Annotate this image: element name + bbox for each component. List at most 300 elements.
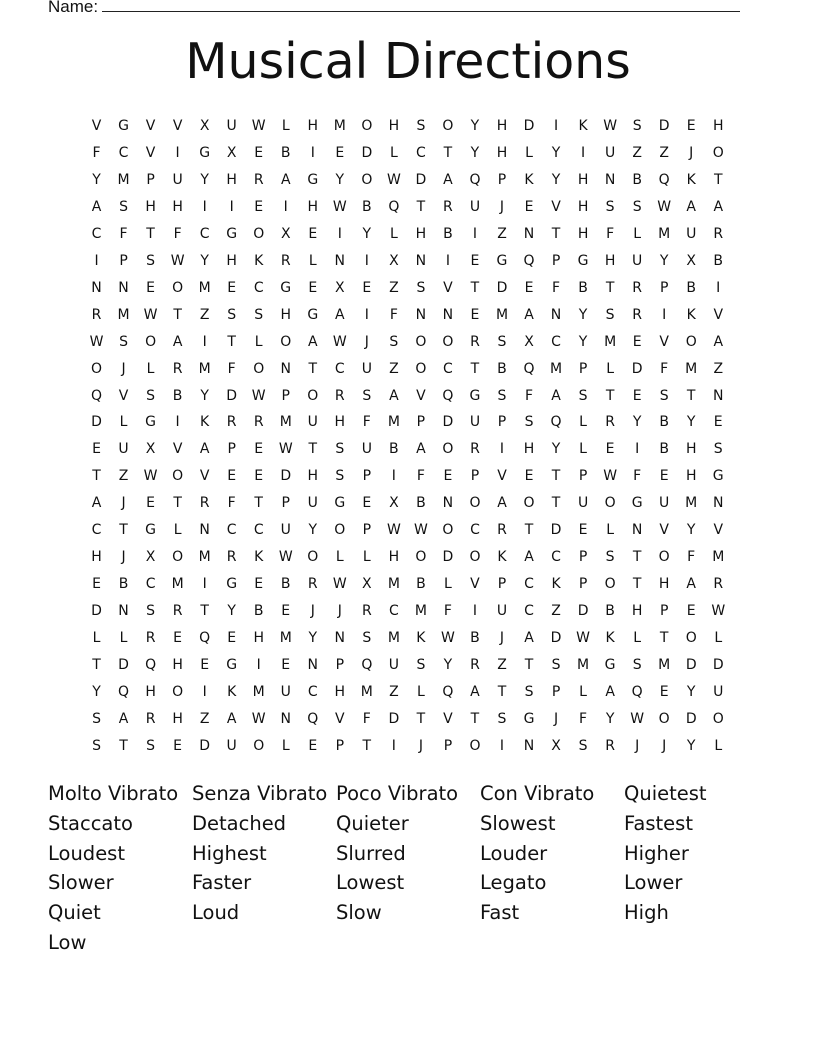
grid-letter[interactable]: E — [254, 144, 264, 161]
grid-letter[interactable]: W — [657, 198, 672, 215]
grid-letter[interactable]: D — [361, 144, 373, 161]
grid-letter[interactable]: H — [253, 630, 264, 647]
grid-letter[interactable]: A — [172, 333, 183, 350]
grid-letter[interactable]: F — [606, 225, 615, 242]
grid-letter[interactable]: L — [579, 684, 587, 701]
grid-letter[interactable]: B — [659, 414, 669, 431]
grid-letter[interactable]: L — [525, 144, 533, 161]
grid-letter[interactable]: C — [388, 603, 399, 620]
grid-letter[interactable]: N — [280, 360, 291, 377]
grid-letter[interactable]: T — [146, 225, 155, 242]
grid-letter[interactable]: W — [386, 522, 401, 539]
grid-letter[interactable]: J — [364, 333, 369, 350]
grid-letter[interactable]: O — [685, 333, 697, 350]
grid-letter[interactable]: H — [307, 468, 319, 485]
grid-letter[interactable]: V — [172, 118, 183, 134]
grid-letter[interactable]: M — [387, 576, 400, 593]
grid-letter[interactable]: C — [91, 522, 102, 539]
grid-letter[interactable]: Q — [199, 630, 211, 647]
grid-letter[interactable]: P — [281, 387, 290, 404]
grid-letter[interactable]: V — [443, 710, 453, 727]
grid-letter[interactable]: S — [659, 387, 669, 404]
grid-letter[interactable]: E — [308, 279, 318, 296]
grid-letter[interactable]: V — [713, 522, 724, 539]
grid-letter[interactable]: T — [308, 360, 318, 377]
grid-letter[interactable]: L — [633, 225, 642, 242]
grid-letter[interactable]: I — [391, 737, 396, 754]
grid-letter[interactable]: X — [145, 441, 156, 458]
grid-letter[interactable]: K — [686, 171, 696, 188]
grid-letter[interactable]: H — [307, 118, 319, 134]
grid-letter[interactable]: K — [227, 684, 237, 701]
grid-letter[interactable]: C — [334, 360, 345, 377]
grid-letter[interactable]: O — [658, 710, 670, 727]
grid-letter[interactable]: J — [635, 737, 640, 754]
grid-letter[interactable]: E — [443, 468, 453, 485]
grid-letter[interactable]: W — [332, 198, 347, 215]
grid-letter[interactable]: G — [226, 225, 238, 242]
grid-letter[interactable]: A — [91, 198, 102, 215]
grid-letter[interactable]: O — [280, 333, 292, 350]
grid-letter[interactable]: N — [523, 737, 535, 754]
grid-letter[interactable]: B — [443, 225, 453, 242]
grid-letter[interactable]: H — [172, 710, 183, 727]
grid-letter[interactable]: B — [172, 387, 183, 404]
grid-letter[interactable]: T — [686, 387, 696, 404]
grid-letter[interactable]: E — [686, 603, 696, 620]
grid-letter[interactable]: R — [470, 333, 480, 350]
grid-letter[interactable]: G — [226, 657, 238, 674]
grid-letter[interactable]: U — [686, 225, 697, 242]
grid-letter[interactable]: M — [117, 306, 130, 323]
grid-letter[interactable]: B — [389, 441, 399, 458]
grid-letter[interactable]: R — [172, 360, 183, 377]
grid-letter[interactable]: X — [199, 118, 210, 134]
grid-letter[interactable]: S — [605, 549, 615, 566]
grid-letter[interactable]: Z — [497, 657, 507, 674]
grid-letter[interactable]: V — [416, 387, 426, 404]
grid-letter[interactable]: H — [604, 252, 616, 269]
grid-letter[interactable]: M — [577, 657, 590, 674]
grid-letter[interactable]: T — [362, 737, 372, 754]
name-field[interactable] — [48, 0, 740, 17]
grid-letter[interactable]: D — [388, 710, 400, 727]
grid-letter[interactable]: H — [685, 441, 697, 458]
grid-letter[interactable]: Y — [551, 144, 561, 161]
grid-letter[interactable]: O — [172, 468, 184, 485]
grid-letter[interactable]: O — [712, 710, 724, 727]
grid-letter[interactable]: A — [686, 198, 696, 215]
grid-letter[interactable]: R — [605, 414, 615, 431]
grid-letter[interactable]: L — [173, 522, 182, 539]
grid-letter[interactable]: U — [604, 144, 616, 161]
grid-letter[interactable]: P — [551, 684, 561, 701]
grid-letter[interactable]: E — [524, 468, 534, 485]
grid-letter[interactable]: T — [470, 360, 480, 377]
grid-letter[interactable]: W — [278, 549, 293, 566]
grid-letter[interactable]: G — [712, 468, 724, 485]
grid-letter[interactable]: L — [281, 737, 290, 754]
grid-letter[interactable]: H — [496, 144, 508, 161]
grid-letter[interactable]: W — [413, 522, 428, 539]
grid-letter[interactable]: V — [470, 576, 480, 593]
grid-letter[interactable]: R — [253, 171, 264, 188]
grid-letter[interactable]: C — [253, 522, 264, 539]
grid-letter[interactable]: B — [686, 279, 696, 296]
grid-letter[interactable]: A — [713, 333, 724, 350]
grid-letter[interactable]: S — [335, 441, 345, 458]
grid-letter[interactable]: O — [415, 549, 427, 566]
grid-letter[interactable]: N — [631, 522, 643, 539]
grid-letter[interactable]: P — [578, 549, 588, 566]
grid-letter[interactable]: C — [416, 144, 426, 161]
grid-letter[interactable]: S — [713, 441, 723, 458]
grid-letter[interactable]: H — [280, 306, 291, 323]
grid-letter[interactable]: C — [199, 225, 210, 242]
grid-letter[interactable]: I — [581, 144, 586, 161]
grid-letter[interactable]: P — [470, 468, 480, 485]
grid-letter[interactable]: W — [332, 576, 347, 593]
grid-letter[interactable]: Z — [632, 144, 642, 161]
grid-letter[interactable]: V — [118, 387, 129, 404]
grid-letter[interactable]: A — [524, 630, 534, 647]
grid-letter[interactable]: H — [577, 225, 589, 242]
grid-letter[interactable]: O — [469, 549, 481, 566]
grid-letter[interactable]: G — [145, 414, 156, 431]
grid-letter[interactable]: G — [577, 252, 589, 269]
grid-letter[interactable]: J — [689, 144, 694, 161]
grid-letter[interactable]: I — [635, 441, 640, 458]
grid-letter[interactable]: U — [280, 684, 291, 701]
grid-letter[interactable]: R — [91, 306, 102, 323]
grid-letter[interactable]: N — [91, 279, 102, 296]
grid-letter[interactable]: K — [605, 630, 615, 647]
grid-letter[interactable]: Y — [227, 603, 236, 620]
grid-letter[interactable]: E — [92, 441, 101, 458]
grid-letter[interactable]: Y — [308, 522, 318, 539]
grid-letter[interactable]: D — [442, 414, 454, 431]
grid-letter[interactable]: T — [659, 630, 669, 647]
grid-letter[interactable]: N — [118, 603, 129, 620]
grid-letter[interactable]: E — [362, 279, 372, 296]
grid-letter[interactable]: Y — [200, 252, 209, 269]
grid-letter[interactable]: E — [659, 684, 669, 701]
grid-letter[interactable]: N — [280, 710, 291, 727]
grid-letter[interactable]: W — [89, 333, 104, 350]
grid-letter[interactable]: R — [713, 576, 724, 593]
grid-letter[interactable]: E — [470, 306, 480, 323]
grid-letter[interactable]: C — [226, 522, 237, 539]
grid-letter[interactable]: C — [470, 522, 480, 539]
grid-letter[interactable]: U — [226, 118, 237, 134]
grid-letter[interactable]: H — [577, 171, 589, 188]
grid-letter[interactable]: A — [226, 710, 237, 727]
grid-letter[interactable]: V — [172, 441, 183, 458]
grid-letter[interactable]: J — [499, 198, 505, 215]
grid-letter[interactable]: L — [606, 360, 615, 377]
grid-letter[interactable]: B — [280, 144, 291, 161]
grid-letter[interactable]: C — [91, 225, 102, 242]
grid-letter[interactable]: B — [362, 198, 372, 215]
grid-letter[interactable]: M — [414, 603, 427, 620]
grid-letter[interactable]: G — [280, 279, 292, 296]
grid-letter[interactable]: T — [443, 144, 453, 161]
grid-letter[interactable]: N — [712, 495, 724, 512]
grid-letter[interactable]: S — [524, 414, 534, 431]
grid-letter[interactable]: E — [659, 468, 669, 485]
grid-letter[interactable]: T — [173, 495, 182, 512]
grid-letter[interactable]: J — [662, 737, 667, 754]
grid-letter[interactable]: I — [202, 684, 207, 701]
grid-letter[interactable]: V — [443, 279, 453, 296]
grid-letter[interactable]: T — [497, 684, 507, 701]
grid-letter[interactable]: B — [416, 495, 426, 512]
grid-letter[interactable]: M — [117, 171, 130, 188]
grid-letter[interactable]: A — [91, 495, 102, 512]
grid-letter[interactable]: O — [145, 333, 157, 350]
grid-letter[interactable]: I — [662, 306, 667, 323]
grid-letter[interactable]: V — [551, 198, 561, 215]
grid-letter[interactable]: E — [308, 737, 318, 754]
grid-letter[interactable]: S — [605, 306, 615, 323]
grid-letter[interactable]: D — [226, 387, 238, 404]
grid-letter[interactable]: Y — [632, 414, 642, 431]
grid-letter[interactable]: E — [281, 603, 291, 620]
grid-letter[interactable]: Y — [551, 441, 561, 458]
grid-letter[interactable]: I — [202, 198, 207, 215]
grid-letter[interactable]: L — [444, 576, 452, 593]
grid-letter[interactable]: P — [659, 603, 669, 620]
grid-letter[interactable]: D — [496, 279, 508, 296]
grid-letter[interactable]: E — [227, 468, 237, 485]
grid-letter[interactable]: J — [499, 630, 505, 647]
grid-letter[interactable]: B — [253, 603, 264, 620]
grid-letter[interactable]: R — [334, 387, 345, 404]
grid-letter[interactable]: I — [94, 252, 99, 269]
grid-letter[interactable]: Q — [361, 657, 373, 674]
grid-letter[interactable]: T — [551, 225, 561, 242]
grid-letter[interactable]: U — [307, 414, 318, 431]
grid-letter[interactable]: P — [578, 468, 588, 485]
grid-letter[interactable]: Y — [92, 171, 101, 188]
grid-letter[interactable]: J — [310, 603, 315, 620]
grid-letter[interactable]: K — [254, 252, 264, 269]
grid-letter[interactable]: M — [604, 333, 617, 350]
grid-letter[interactable]: E — [686, 118, 696, 134]
grid-letter[interactable]: S — [119, 198, 128, 215]
grid-letter[interactable]: U — [713, 684, 724, 701]
grid-letter[interactable]: V — [199, 468, 210, 485]
grid-letter[interactable]: R — [145, 710, 156, 727]
grid-letter[interactable]: B — [416, 576, 426, 593]
grid-letter[interactable]: G — [307, 171, 319, 188]
grid-letter[interactable]: S — [632, 198, 642, 215]
grid-letter[interactable]: H — [172, 657, 183, 674]
grid-letter[interactable]: L — [362, 549, 371, 566]
grid-letter[interactable]: U — [118, 441, 129, 458]
grid-letter[interactable]: S — [254, 306, 264, 323]
grid-letter[interactable]: S — [389, 333, 399, 350]
grid-letter[interactable]: L — [714, 630, 723, 647]
grid-letter[interactable]: Q — [442, 387, 454, 404]
grid-letter[interactable]: S — [605, 198, 615, 215]
grid-letter[interactable]: H — [631, 603, 643, 620]
grid-letter[interactable]: K — [686, 306, 696, 323]
grid-letter[interactable]: W — [630, 710, 645, 727]
grid-letter[interactable]: U — [280, 522, 291, 539]
grid-letter[interactable]: Q — [442, 684, 454, 701]
grid-letter[interactable]: W — [251, 118, 266, 134]
grid-letter[interactable]: S — [416, 279, 426, 296]
grid-letter[interactable]: B — [497, 360, 507, 377]
grid-letter[interactable]: S — [146, 252, 156, 269]
grid-letter[interactable]: L — [389, 225, 398, 242]
grid-letter[interactable]: Q — [118, 684, 130, 701]
grid-letter[interactable]: C — [307, 684, 318, 701]
grid-letter[interactable]: R — [226, 549, 237, 566]
grid-letter[interactable]: C — [118, 144, 129, 161]
grid-letter[interactable]: O — [172, 684, 184, 701]
grid-letter[interactable]: W — [278, 441, 293, 458]
grid-letter[interactable]: Y — [686, 414, 696, 431]
grid-letter[interactable]: A — [524, 306, 534, 323]
grid-letter[interactable]: M — [279, 630, 292, 647]
grid-letter[interactable]: A — [497, 495, 507, 512]
grid-letter[interactable]: X — [280, 225, 291, 242]
grid-letter[interactable]: I — [553, 118, 559, 134]
grid-letter[interactable]: A — [470, 684, 480, 701]
grid-letter[interactable]: R — [199, 495, 210, 512]
grid-letter[interactable]: I — [364, 252, 369, 269]
grid-letter[interactable]: W — [332, 333, 347, 350]
grid-letter[interactable]: F — [227, 495, 236, 512]
grid-letter[interactable]: T — [92, 657, 101, 674]
grid-letter[interactable]: V — [659, 333, 669, 350]
grid-letter[interactable]: E — [524, 279, 534, 296]
grid-letter[interactable]: O — [253, 225, 265, 242]
grid-letter[interactable]: M — [685, 495, 698, 512]
grid-letter[interactable]: Y — [578, 306, 588, 323]
grid-letter[interactable]: E — [254, 441, 264, 458]
grid-letter[interactable]: R — [145, 630, 156, 647]
grid-letter[interactable]: N — [415, 306, 427, 323]
grid-letter[interactable]: O — [361, 171, 373, 188]
grid-letter[interactable]: I — [229, 198, 234, 215]
grid-letter[interactable]: K — [254, 549, 264, 566]
grid-letter[interactable]: K — [551, 576, 561, 593]
grid-letter[interactable]: Y — [686, 522, 696, 539]
grid-letter[interactable]: H — [226, 252, 237, 269]
grid-letter[interactable]: I — [283, 198, 288, 215]
grid-letter[interactable]: Q — [307, 710, 319, 727]
grid-letter[interactable]: R — [280, 252, 291, 269]
grid-letter[interactable]: U — [659, 495, 670, 512]
grid-letter[interactable]: N — [550, 306, 562, 323]
grid-letter[interactable]: T — [605, 279, 615, 296]
grid-letter[interactable]: C — [551, 549, 561, 566]
grid-letter[interactable]: B — [280, 576, 291, 593]
grid-letter[interactable]: M — [658, 657, 671, 674]
grid-letter[interactable]: O — [658, 549, 670, 566]
grid-letter[interactable]: P — [497, 414, 507, 431]
grid-letter[interactable]: Y — [551, 171, 561, 188]
grid-letter[interactable]: E — [308, 225, 318, 242]
grid-letter[interactable]: O — [307, 549, 319, 566]
grid-letter[interactable]: M — [198, 279, 211, 296]
grid-letter[interactable]: D — [199, 737, 211, 754]
grid-letter[interactable]: R — [172, 603, 183, 620]
grid-letter[interactable]: S — [497, 710, 507, 727]
grid-letter[interactable]: R — [713, 225, 724, 242]
grid-letter[interactable]: O — [469, 495, 481, 512]
grid-letter[interactable]: Y — [686, 684, 696, 701]
grid-letter[interactable]: P — [659, 279, 669, 296]
grid-letter[interactable]: G — [307, 306, 319, 323]
grid-letter[interactable]: G — [496, 252, 508, 269]
grid-letter[interactable]: T — [200, 603, 209, 620]
grid-letter[interactable]: O — [361, 118, 373, 134]
grid-letter[interactable]: S — [524, 684, 534, 701]
grid-letter[interactable]: S — [632, 118, 642, 134]
grid-letter[interactable]: I — [472, 225, 478, 242]
grid-letter[interactable]: K — [200, 414, 210, 431]
grid-letter[interactable]: C — [524, 576, 534, 593]
grid-letter[interactable]: Q — [658, 171, 670, 188]
grid-letter[interactable]: T — [470, 279, 480, 296]
grid-letter[interactable]: C — [145, 576, 156, 593]
name-underline[interactable] — [102, 0, 740, 12]
grid-letter[interactable]: B — [605, 603, 615, 620]
grid-letter[interactable]: L — [119, 414, 128, 431]
grid-letter[interactable]: V — [497, 468, 507, 485]
grid-letter[interactable]: F — [362, 710, 371, 727]
grid-letter[interactable]: W — [143, 306, 158, 323]
grid-letter[interactable]: E — [362, 495, 372, 512]
grid-letter[interactable]: D — [685, 710, 697, 727]
grid-letter[interactable]: D — [415, 171, 427, 188]
grid-letter[interactable]: I — [499, 737, 505, 754]
grid-letter[interactable]: L — [308, 252, 317, 269]
grid-letter[interactable]: H — [226, 171, 237, 188]
grid-letter[interactable]: V — [145, 144, 156, 161]
grid-letter[interactable]: F — [524, 387, 534, 404]
grid-letter[interactable]: P — [119, 252, 128, 269]
grid-letter[interactable]: S — [146, 603, 156, 620]
grid-letter[interactable]: G — [226, 576, 238, 593]
grid-letter[interactable]: F — [660, 360, 669, 377]
grid-letter[interactable]: W — [170, 252, 185, 269]
grid-letter[interactable]: T — [227, 333, 236, 350]
grid-letter[interactable]: I — [499, 441, 505, 458]
grid-letter[interactable]: O — [712, 144, 724, 161]
grid-letter[interactable]: F — [633, 468, 642, 485]
grid-letter[interactable]: O — [253, 360, 265, 377]
grid-letter[interactable]: N — [334, 252, 346, 269]
grid-letter[interactable]: X — [524, 333, 534, 350]
grid-letter[interactable]: O — [415, 360, 427, 377]
grid-letter[interactable]: I — [256, 657, 261, 674]
grid-letter[interactable]: O — [604, 576, 616, 593]
grid-letter[interactable]: Y — [605, 710, 615, 727]
grid-letter[interactable]: F — [119, 225, 128, 242]
grid-letter[interactable]: N — [442, 306, 454, 323]
grid-letter[interactable]: S — [362, 630, 372, 647]
grid-letter[interactable]: E — [254, 576, 264, 593]
grid-letter[interactable]: X — [686, 252, 696, 269]
grid-letter[interactable]: R — [497, 522, 507, 539]
grid-letter[interactable]: U — [496, 603, 508, 620]
grid-letter[interactable]: M — [198, 360, 211, 377]
